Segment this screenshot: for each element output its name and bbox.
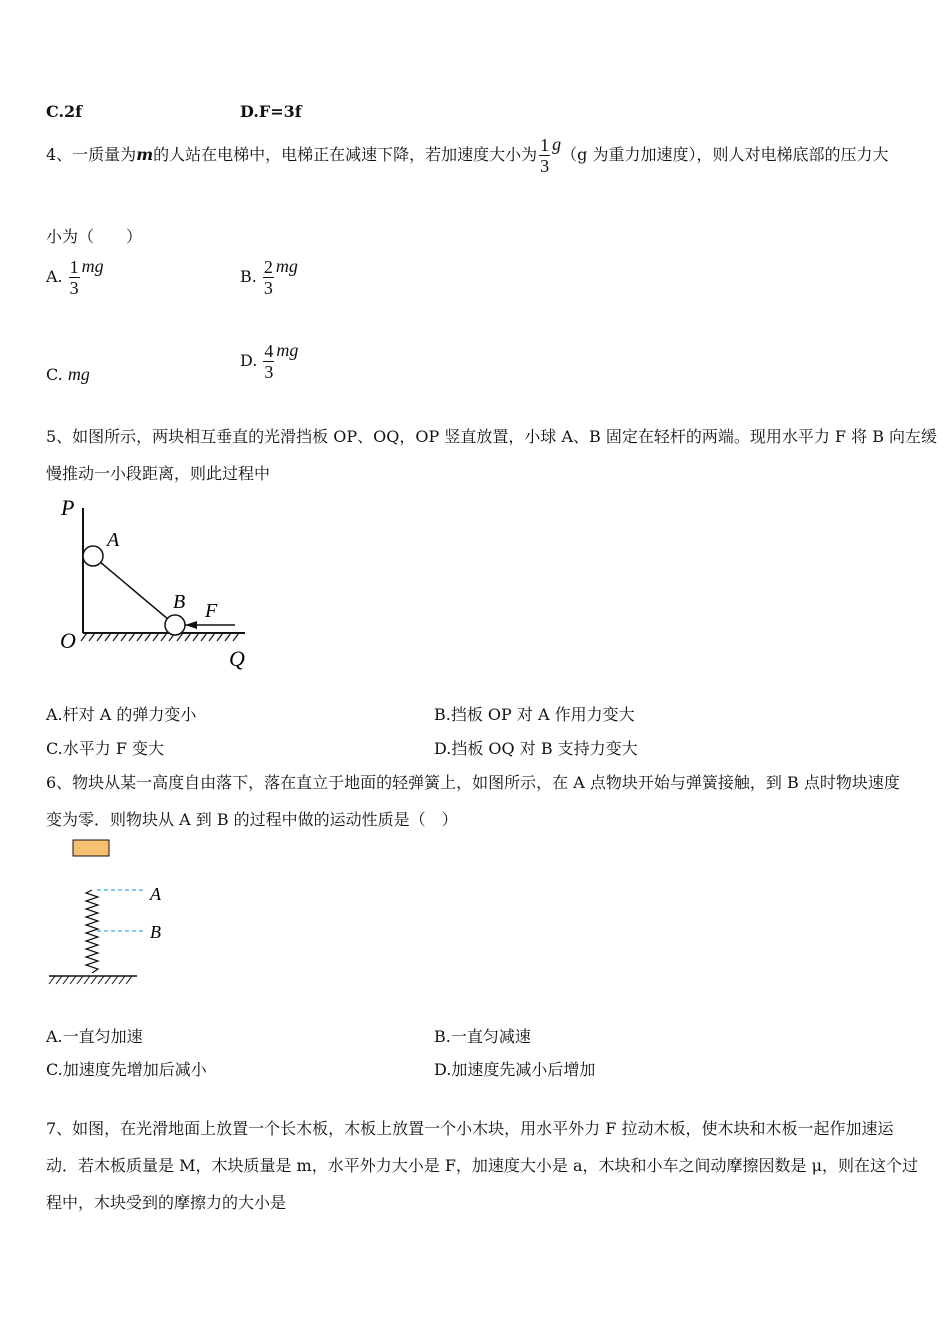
q4-accel-fraction: $\frac{1}{3}$: [540, 135, 550, 176]
q5-label-o: O: [60, 628, 76, 653]
q4-option-a: A. $\frac{1}{3}$ mg: [46, 256, 104, 298]
q6-option-a: A.一直匀加速: [46, 1027, 143, 1046]
q4-stem-line2: 小为（ ）: [46, 227, 143, 246]
q3-option-d: D.F=3f: [240, 102, 302, 121]
q7-stem-line3: 程中，木块受到的摩擦力的大小是: [46, 1193, 287, 1212]
q5-label-b: B: [173, 591, 186, 613]
q5-label-f: F: [205, 600, 218, 622]
q6-stem-line2: 变为零．则物块从 A 到 B 的过程中做的运动性质是（ ）: [46, 810, 458, 829]
q5-figure: [55, 490, 265, 675]
q4-stem-line1: 4、一质量为m的人站在电梯中，电梯正在减速下降，若加速度大小为 $\frac{1}{3}$ g（g 为重力加速度），则人对电梯底部的压力大: [46, 134, 889, 176]
q4-option-d: D. $\frac{4}{3}$ mg: [240, 340, 299, 382]
q5-ball-a: [83, 546, 103, 566]
q6-label-a: A: [150, 884, 161, 904]
q7-stem-line1: 7、如图，在光滑地面上放置一个长木板，木板上放置一个小木块，用水平外力 F 拉动木板，使木块和木板一起作加速运: [46, 1119, 894, 1138]
q5-option-a: A.杆对 A 的弹力变小: [46, 705, 197, 724]
q6-spring: [86, 890, 98, 973]
q6-option-d: D.加速度先减小后增加: [434, 1060, 596, 1079]
q5-option-d: D.挡板 OQ 对 B 支持力变大: [434, 739, 638, 758]
q5-label-p: P: [61, 495, 75, 520]
q5-option-c: C.水平力 F 变大: [46, 739, 165, 758]
q5-rod: [93, 556, 175, 625]
q5-label-a: A: [107, 529, 120, 551]
q5-option-b: B.挡板 OP 对 A 作用力变大: [434, 705, 635, 724]
q3-option-c: C.2f: [46, 102, 83, 121]
q6-option-c: C.加速度先增加后减小: [46, 1060, 207, 1079]
q5-ball-b: [165, 615, 185, 635]
q6-stem-line1: 6、物块从某一高度自由落下，落在直立于地面的轻弹簧上，如图所示，在 A 点物块开始与弹簧接触，到 B 点时物块速度: [46, 773, 900, 792]
q6-block: [73, 840, 109, 856]
q5-stem-line1: 5、如图所示，两块相互垂直的光滑挡板 OP、OQ，OP 竖直放置，小球 A、B 固定在轻杆的两端。现用水平力 F 将 B 向左缓: [46, 427, 938, 446]
q5-label-q: Q: [229, 646, 245, 671]
q4-option-b: B. $\frac{2}{3}$ mg: [240, 256, 298, 298]
q7-stem-line2: 动．若木板质量是 M，木块质量是 m，水平外力大小是 F，加速度大小是 a，木块和小车之间动摩擦因数是 μ，则在这个过: [46, 1156, 919, 1175]
q5-ground-hatch: [81, 633, 239, 641]
q6-figure: [45, 836, 185, 991]
q5-stem-line2: 慢推动一小段距离，则此过程中: [46, 464, 271, 483]
q6-label-b: B: [150, 922, 161, 942]
q4-option-c: C. mg: [46, 364, 90, 384]
q6-option-b: B.一直匀减速: [434, 1027, 531, 1046]
